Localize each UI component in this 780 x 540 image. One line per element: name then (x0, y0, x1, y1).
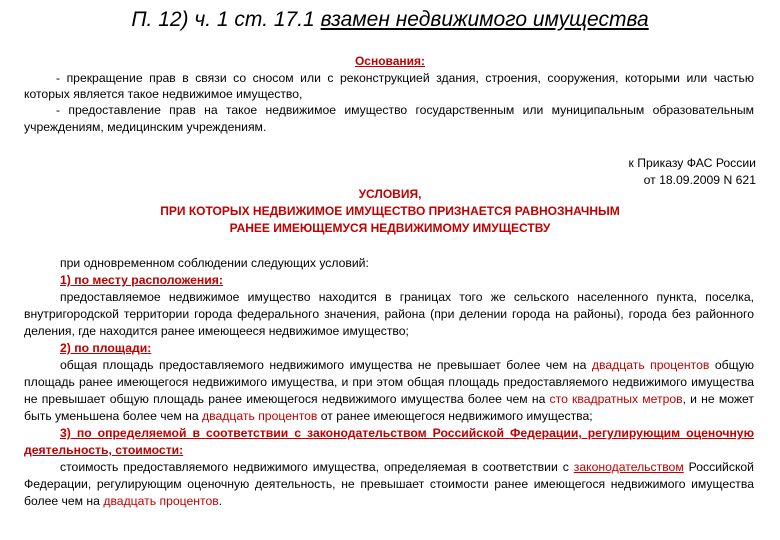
condition-2-text-part: от ранее имеющегося недвижимого имущества; (317, 409, 593, 423)
twenty-percent-link[interactable]: двадцать процентов (103, 494, 219, 508)
order-reference-line-2: от 18.09.2009 N 621 (643, 173, 756, 187)
condition-2-heading: 2) по площади: (60, 341, 152, 355)
conditions-block (24, 255, 754, 510)
condition-3-text-part: . (218, 494, 223, 508)
title-prefix: П. 12) ч. 1 ст. 17.1 (131, 8, 321, 31)
condition-3-text-part: стоимость предоставляемого недвижимого имущества, определяемая в соответствии с (60, 460, 574, 474)
condition-3-text-part: Российской Федерации, регулирующим оценочную деятельность, не превышает стоимости ранее имеющегося недвижимого имущества более чем на (24, 460, 754, 508)
condition-2-text-part: общую площадь ранее имеющегося недвижимого имущества, и при этом общая площадь предоставляемого недвижимого имущества не превышает общую площадь ранее имеющегося недвижимого имущества более чем на (24, 358, 754, 406)
conditions-heading-line-1: УСЛОВИЯ, (358, 187, 422, 201)
conditions-heading-line-2: ПРИ КОТОРЫХ НЕДВИЖИМОЕ ИМУЩЕСТВО ПРИЗНАЕТСЯ РАВНОЗНАЧНЫМ (160, 204, 620, 218)
grounds-item-2: - предоставление прав на такое недвижимое имущество государственным или муниципальным образовательным учреждениям, медицинским учреждениям. (24, 103, 754, 134)
twenty-percent-link[interactable]: двадцать процентов (591, 358, 710, 372)
hundred-sq-meters-link[interactable]: сто квадратных метров (549, 392, 683, 406)
condition-2-text-part: , и не может быть уменьшена более чем на (24, 392, 754, 423)
condition-1-heading: 1) по месту расположения: (60, 273, 223, 287)
conditions-intro: при одновременном соблюдении следующих условий: (60, 256, 369, 270)
condition-2-text (24, 357, 754, 425)
conditions-heading-line-3: РАНЕЕ ИМЕЮЩЕМУСЯ НЕДВИЖИМОМУ ИМУЩЕСТВУ (229, 221, 551, 235)
order-reference (629, 155, 756, 189)
page-title (0, 8, 780, 32)
condition-2-text-part: общая площадь предоставляемого недвижимого имущества не превышает более чем на (60, 358, 592, 372)
grounds-block (24, 70, 754, 135)
title-underlined: взамен недвижимого имущества (320, 8, 649, 31)
grounds-heading: Основания: (354, 54, 426, 68)
condition-3-heading: 3) по определяемой в соответствии с законодательством Российской Федерации, регулирующим оценочную деятельность, стоимости: (24, 426, 754, 457)
condition-3-text (24, 459, 754, 510)
twenty-percent-link[interactable]: двадцать процентов (202, 409, 318, 423)
condition-1-text: предоставляемое недвижимое имущество находится в границах того же сельского населенного пункта, поселка, внутригородской территории города федерального значения, района (при делении города на районы), города без районного деления, где находится ранее имеющееся недвижимое имущество; (24, 290, 754, 338)
grounds-item-1: - прекращение прав в связи со сносом или с реконструкцией здания, строения, сооружения, которыми или частью которых является такое недвижимое имущество, (24, 71, 754, 102)
legislation-link[interactable]: законодательством (573, 460, 684, 474)
order-reference-line-1: к Приказу ФАС России (628, 156, 756, 170)
conditions-heading (0, 186, 780, 237)
